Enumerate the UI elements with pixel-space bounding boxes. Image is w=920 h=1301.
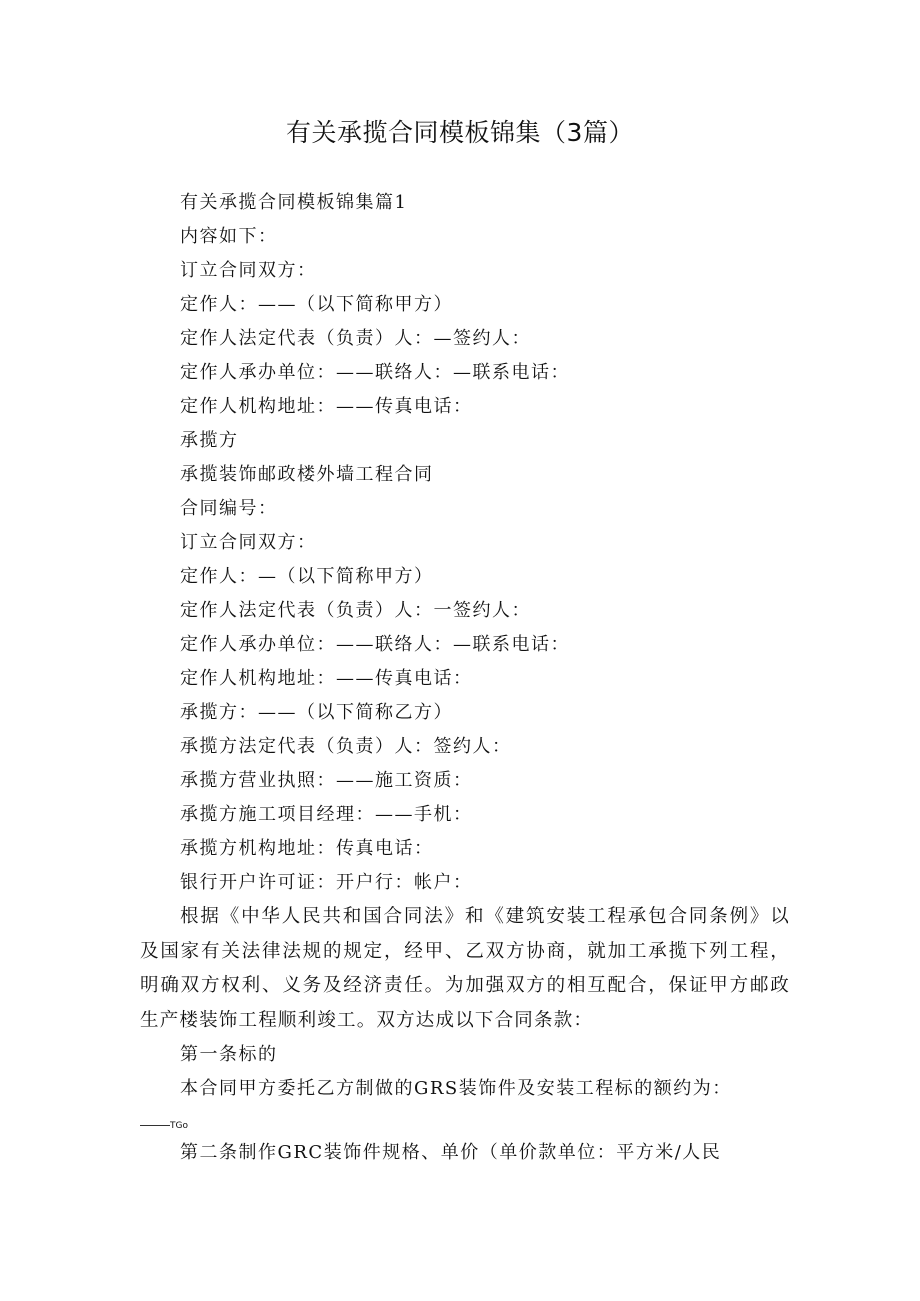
text-line: 定作人法定代表（负责）人：一签约人： [180, 600, 531, 621]
text-line: 承揽方施工项目经理：——手机： [180, 804, 473, 825]
text-line: 承揽方法定代表（负责）人：签约人： [180, 736, 512, 757]
document-body [140, 186, 790, 1170]
clause-heading: 第二条制作GRC装饰件规格、单价（单价款单位：平方米/人民 [180, 1142, 722, 1163]
text-line: 内容如下： [180, 226, 278, 247]
text-line: 定作人：——（以下简称甲方） [180, 294, 453, 315]
text-line: 承揽方营业执照：——施工资质： [180, 770, 473, 791]
text-line: 定作人承办单位：——联络人：—联系电话： [180, 362, 570, 383]
text-line: 银行开户许可证：开户行：帐户： [180, 872, 473, 893]
text-line: 承揽方 [180, 430, 239, 451]
text-line: 承揽方：——（以下简称乙方） [180, 702, 453, 723]
text-line: 本合同甲方委托乙方制做的GRS装饰件及安装工程标的额约为： [180, 1078, 732, 1099]
text-line: 定作人机构地址：——传真电话： [180, 668, 473, 689]
text-line: 定作人承办单位：——联络人：—联系电话： [180, 634, 570, 655]
text-line: 订立合同双方： [180, 532, 317, 553]
clause-heading: 第一条标的 [180, 1044, 278, 1065]
text-line: 定作人机构地址：——传真电话： [180, 396, 473, 417]
text-line: 定作人法定代表（负责）人：—签约人： [180, 328, 531, 349]
body-paragraph: 根据《中华人民共和国合同法》和《建筑安装工程承包合同条例》以及国家有关法律法规的规定，经甲、乙双方协商，就加工承揽下列工程，明确双方权利、义务及经济责任。为加强双方的相互配合，保证甲方邮政生产楼装饰工程顺利竣工。双方达成以下合同条款： [140, 906, 790, 1031]
note-text: TGo [170, 1121, 188, 1131]
section-heading: 有关承揽合同模板锦集篇1 [180, 192, 408, 213]
blank-underline [140, 1125, 170, 1126]
text-line: 定作人：—（以下简称甲方） [180, 566, 434, 587]
text-line: 订立合同双方： [180, 260, 317, 281]
document-title: 有关承揽合同模板锦集（3篇） [286, 118, 634, 147]
contract-title-line: 承揽装饰邮政楼外墙工程合同 [180, 464, 434, 485]
text-line: 承揽方机构地址：传真电话： [180, 838, 434, 859]
blank-amount-note [140, 1106, 790, 1136]
text-line: 合同编号： [180, 498, 278, 519]
